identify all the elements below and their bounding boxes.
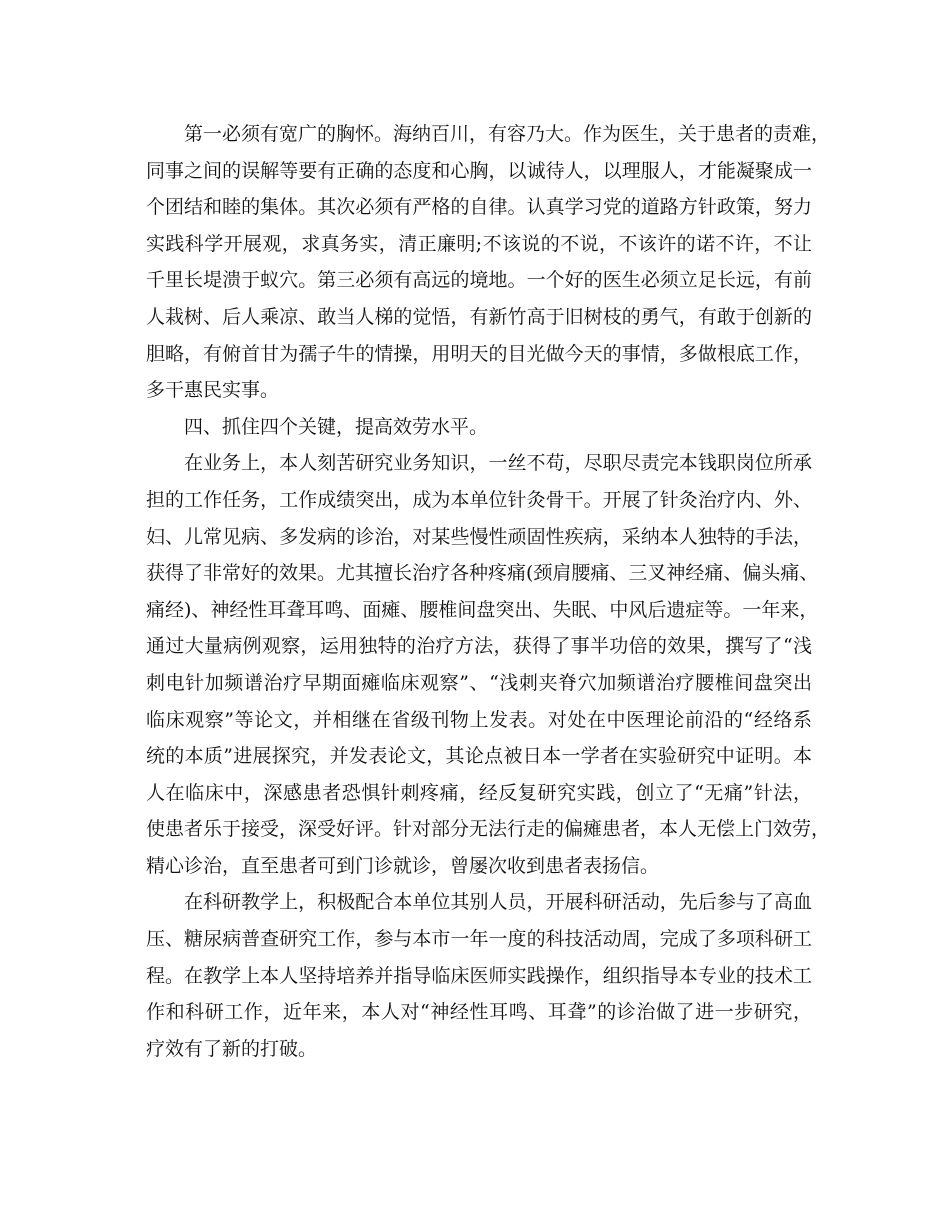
paragraph-line: 刺电针加频谱治疗早期面瘫临床观察”、“浅刺夹脊穴加频谱治疗腰椎间盘突出 [146, 671, 812, 694]
paragraph-line: 实践科学开展观，求真务实，清正廉明;不该说的不说，不该许的诺不许，不让 [146, 232, 812, 255]
paragraph-first-line: 四、抓住四个关键，提高效劳水平。 [184, 415, 489, 438]
paragraph-line: 痛经)、神经性耳聋耳鸣、面瘫、腰椎间盘突出、失眠、中风后遗症等。一年来， [146, 598, 819, 621]
paragraph-line: 胆略，有俯首甘为孺子牛的情操，用明天的目光做今天的事情，多做根底工作， [146, 342, 812, 365]
paragraph-line: 获得了非常好的效果。尤其擅长治疗各种疼痛(颈肩腰痛、三叉神经痛、偏头痛、 [146, 562, 819, 585]
paragraph-line: 压、糖尿病普查研究工作，参与本市一年一度的科技活动周，完成了多项科研工 [146, 928, 812, 951]
paragraph-line: 担的工作任务，工作成绩突出，成为本单位针灸骨干。开展了针灸治疗内、外、 [146, 488, 812, 511]
paragraph-line: 疗效有了新的打破。 [146, 1037, 318, 1060]
paragraph-first-line: 在科研教学上，积极配合本单位其别人员，开展科研活动，先后参与了高血 [184, 891, 812, 914]
paragraph-line: 千里长堤溃于蚁穴。第三必须有高远的境地。一个好的医生必须立足长远，有前 [146, 269, 812, 292]
paragraph-line: 个团结和睦的集体。其次必须有严格的自律。认真学习党的道路方针政策，努力 [146, 196, 812, 219]
paragraph-line: 妇、儿常见病、多发病的诊治，对某些慢性顽固性疾病，采纳本人独特的手法， [146, 525, 812, 548]
paragraph-line: 使患者乐于接受，深受好评。针对部分无法行走的偏瘫患者，本人无偿上门效劳， [146, 818, 831, 841]
paragraph-line: 人栽树、后人乘凉、敢当人梯的觉悟，有新竹高于旧树枝的勇气，有敢于创新的 [146, 305, 812, 328]
document-page [146, 116, 831, 1067]
paragraph-line: 人在临床中，深感患者恐惧针刺疼痛，经反复研究实践，创立了“无痛”针法， [146, 781, 812, 804]
paragraph-line: 精心诊治，直至患者可到门诊就诊，曾屡次收到患者表扬信。 [146, 854, 660, 877]
paragraph-line: 多干惠民实事。 [146, 379, 280, 402]
paragraph-first-line: 在业务上，本人刻苦研究业务知识，一丝不苟，尽职尽责完本钱职岗位所承 [184, 452, 812, 475]
paragraph-line: 通过大量病例观察，运用独特的治疗方法，获得了事半功倍的效果，撰写了“浅 [146, 635, 812, 658]
paragraph-line: 同事之间的误解等要有正确的态度和心胸，以诚待人，以理服人，才能凝聚成一 [146, 159, 812, 182]
paragraph-line: 作和科研工作，近年来，本人对“神经性耳鸣、耳聋”的诊治做了进一步研究， [146, 1001, 812, 1024]
paragraph-line: 临床观察”等论文，并相继在省级刊物上发表。对处在中医理论前沿的“经络系 [146, 708, 812, 731]
paragraph-first-line: 第一必须有宽广的胸怀。海纳百川，有容乃大。作为医生，关于患者的责难， [184, 123, 831, 145]
paragraph-line: 统的本质”进展探究，并发表论文，其论点被日本一学者在实验研究中证明。本 [146, 745, 812, 768]
paragraph-line: 程。在教学上本人坚持培养并指导临床医师实践操作，组织指导本专业的技术工 [146, 964, 812, 987]
